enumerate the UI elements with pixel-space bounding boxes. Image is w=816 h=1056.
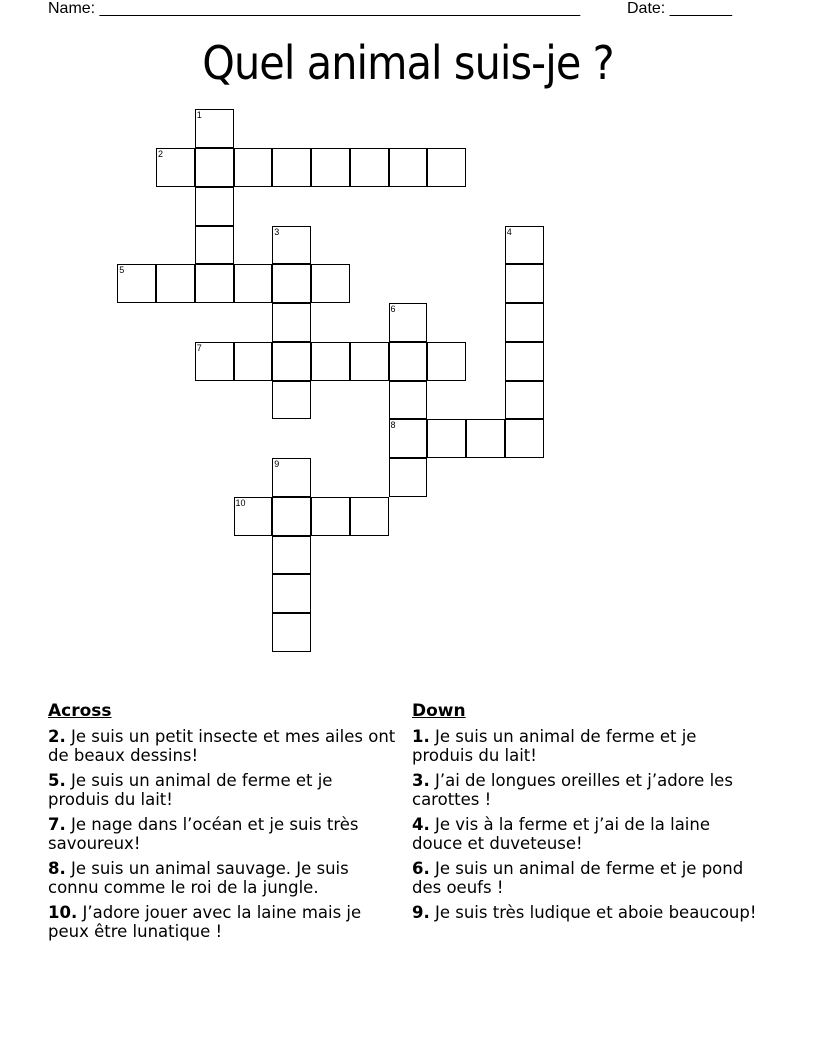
grid-cell[interactable] [234, 342, 273, 381]
grid-cell[interactable] [389, 148, 428, 187]
grid-cell[interactable] [156, 148, 195, 187]
grid-cell[interactable] [466, 419, 505, 458]
cell-number: 7 [196, 342, 202, 353]
grid-cell[interactable] [234, 264, 273, 303]
grid-cell[interactable] [195, 148, 234, 187]
clue-across-7 [48, 815, 398, 853]
grid-cell[interactable] [195, 226, 234, 265]
clue-number: 10. [48, 903, 78, 922]
grid-cell[interactable] [272, 574, 311, 613]
clue-down-6 [412, 859, 762, 897]
clue-text: Je suis un petit insecte et mes ailes ont de beaux dessins! [48, 727, 396, 765]
grid-cell[interactable] [272, 303, 311, 342]
grid-cell[interactable] [505, 419, 544, 458]
grid-cell[interactable] [272, 148, 311, 187]
clue-text: Je suis un animal de ferme et je produis du lait! [412, 727, 697, 765]
grid-cell[interactable] [389, 303, 428, 342]
clue-text: Je suis un animal de ferme et je produis du lait! [48, 771, 333, 809]
clue-across-10 [48, 903, 398, 941]
clue-number: 5. [48, 771, 66, 790]
clue-number: 1. [412, 727, 430, 746]
down-heading: Down [412, 701, 466, 721]
cell-number: 2 [158, 149, 164, 159]
grid-cell[interactable] [272, 613, 311, 652]
grid-cell[interactable] [234, 497, 273, 536]
cell-number: 9 [274, 459, 280, 469]
grid-cell[interactable] [350, 148, 389, 187]
page-title: Quel animal suis-je ? [202, 36, 614, 90]
down-clues [412, 702, 762, 928]
clue-text: J’ai de longues oreilles et j’adore les carottes ! [412, 771, 733, 809]
grid-cell[interactable] [272, 536, 311, 575]
clue-down-3 [412, 771, 762, 809]
grid-cell[interactable] [427, 342, 466, 381]
clue-text: Je vis à la ferme et j’ai de la laine douce et duveteuse! [412, 815, 711, 853]
cell-number: 1 [196, 110, 202, 121]
date-field[interactable]: Date: _______ [627, 0, 732, 17]
clue-across-2 [48, 727, 398, 765]
grid-cell[interactable] [272, 381, 311, 420]
grid-cell[interactable] [272, 264, 311, 303]
clue-down-1 [412, 727, 762, 765]
clue-text: Je suis un animal de ferme et je pond des oeufs ! [412, 859, 744, 897]
clue-down-4 [412, 815, 762, 853]
cell-number: 5 [119, 265, 125, 276]
grid-cell[interactable] [272, 497, 311, 536]
clue-text: Je suis un animal sauvage. Je suis connu comme le roi de la jungle. [48, 859, 349, 897]
cell-number: 4 [506, 226, 512, 237]
grid-cell[interactable] [311, 148, 350, 187]
name-field[interactable]: Name: ______________________________________________________ [48, 0, 581, 17]
clue-text: Je suis très ludique et aboie beaucoup! [429, 903, 757, 922]
clue-text: J’adore jouer avec la laine mais je peux être lunatique ! [48, 903, 362, 941]
grid-cell[interactable] [195, 342, 234, 381]
grid-cell[interactable] [272, 458, 311, 497]
across-clues [48, 702, 398, 947]
grid-cell[interactable] [505, 264, 544, 303]
grid-cell[interactable] [272, 226, 311, 265]
grid-cell[interactable] [427, 148, 466, 187]
grid-cell[interactable] [350, 342, 389, 381]
grid-cell[interactable] [505, 226, 544, 265]
cell-number: 8 [390, 420, 396, 431]
grid-cell[interactable] [195, 187, 234, 226]
cell-number: 6 [390, 304, 396, 314]
grid-cell[interactable] [389, 458, 428, 497]
clue-number: 8. [48, 859, 66, 878]
grid-cell[interactable] [350, 497, 389, 536]
clue-number: 2. [48, 727, 66, 746]
grid-cell[interactable] [505, 303, 544, 342]
grid-cell[interactable] [389, 381, 428, 420]
grid-cell[interactable] [311, 497, 350, 536]
grid-cell[interactable] [272, 342, 311, 381]
grid-cell[interactable] [234, 148, 273, 187]
cell-number: 10 [235, 497, 246, 508]
clue-number: 3. [412, 771, 430, 790]
grid-cell[interactable] [389, 419, 428, 458]
clue-number: 9. [412, 903, 430, 922]
grid-cell[interactable] [195, 109, 234, 148]
grid-cell[interactable] [389, 342, 428, 381]
grid-cell[interactable] [505, 342, 544, 381]
grid-cell[interactable] [505, 381, 544, 420]
clue-number: 4. [412, 815, 430, 834]
grid-cell[interactable] [311, 342, 350, 381]
clue-across-8 [48, 859, 398, 897]
grid-cell[interactable] [195, 264, 234, 303]
cell-number: 3 [274, 226, 280, 237]
grid-cell[interactable] [427, 419, 466, 458]
grid-cell[interactable] [311, 264, 350, 303]
clue-text: Je nage dans l’océan et je suis très savoureux! [48, 815, 359, 853]
clue-down-9 [412, 903, 762, 922]
clue-number: 6. [412, 859, 430, 878]
clue-number: 7. [48, 815, 66, 834]
across-heading: Across [48, 701, 112, 721]
grid-cell[interactable] [117, 264, 156, 303]
clue-across-5 [48, 771, 398, 809]
grid-cell[interactable] [156, 264, 195, 303]
